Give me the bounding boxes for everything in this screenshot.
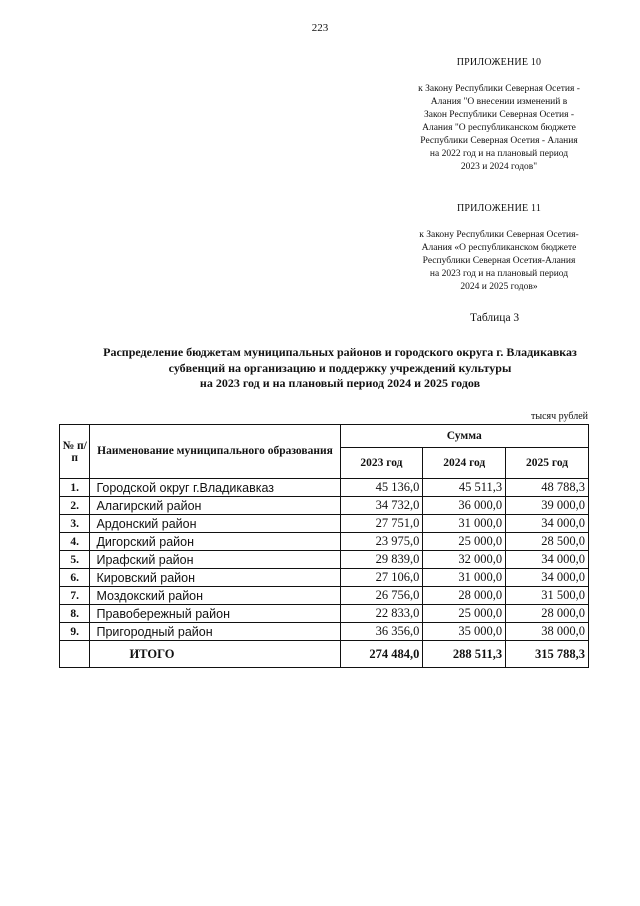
row-number: 4. bbox=[60, 533, 90, 551]
amount-cell: 34 732,0 bbox=[340, 497, 423, 515]
header-sum: Сумма bbox=[340, 425, 588, 448]
amount-cell: 27 106,0 bbox=[340, 569, 423, 587]
municipality-name: Дигорский район bbox=[90, 533, 340, 551]
appendix-10-line: 2023 и 2024 годов" bbox=[460, 162, 538, 172]
row-number: 8. bbox=[60, 605, 90, 623]
municipality-name: Моздокский район bbox=[90, 587, 340, 605]
amount-cell: 25 000,0 bbox=[423, 533, 506, 551]
amount-cell: 28 000,0 bbox=[506, 605, 589, 623]
amount-cell: 25 000,0 bbox=[423, 605, 506, 623]
document-title bbox=[60, 345, 620, 392]
amount-cell: 39 000,0 bbox=[506, 497, 589, 515]
title-line: на 2023 год и на плановый период 2024 и 2025 годов bbox=[199, 376, 481, 390]
row-number: 6. bbox=[60, 569, 90, 587]
table-row bbox=[60, 479, 589, 497]
table-label: Таблица 3 bbox=[470, 312, 520, 324]
total-amount: 288 511,3 bbox=[423, 641, 506, 668]
table-row bbox=[60, 551, 589, 569]
amount-cell: 29 839,0 bbox=[340, 551, 423, 569]
amount-cell: 34 000,0 bbox=[506, 551, 589, 569]
appendix-10-heading: ПРИЛОЖЕНИЕ 10 bbox=[456, 57, 542, 68]
amount-cell: 38 000,0 bbox=[506, 623, 589, 641]
municipality-name: Алагирский район bbox=[90, 497, 340, 515]
appendix-10-block bbox=[404, 56, 594, 174]
table-row bbox=[60, 569, 589, 587]
table-row bbox=[60, 533, 589, 551]
appendix-10-line: Алания "О внесении изменений в bbox=[430, 97, 568, 107]
header-year-2025: 2025 год bbox=[506, 448, 589, 479]
amount-cell: 31 000,0 bbox=[423, 569, 506, 587]
row-number: 2. bbox=[60, 497, 90, 515]
amount-cell: 45 511,3 bbox=[423, 479, 506, 497]
table-row bbox=[60, 497, 589, 515]
municipality-name: Правобережный район bbox=[90, 605, 340, 623]
amount-cell: 45 136,0 bbox=[340, 479, 423, 497]
appendix-10-line: Республики Северная Осетия - Алания bbox=[420, 136, 578, 146]
appendix-10-text bbox=[404, 83, 594, 174]
appendix-10-line: к Закону Республики Северная Осетия - bbox=[418, 84, 580, 94]
amount-cell: 31 500,0 bbox=[506, 587, 589, 605]
municipality-name: Пригородный район bbox=[90, 623, 340, 641]
municipality-name: Ардонский район bbox=[90, 515, 340, 533]
total-row bbox=[60, 641, 589, 668]
distribution-table bbox=[59, 424, 589, 668]
total-amount: 315 788,3 bbox=[506, 641, 589, 668]
row-number: 9. bbox=[60, 623, 90, 641]
row-number: 5. bbox=[60, 551, 90, 569]
appendix-10-line: Закон Республики Северная Осетия - bbox=[423, 110, 574, 120]
total-amount: 274 484,0 bbox=[340, 641, 423, 668]
municipality-name: Ирафский район bbox=[90, 551, 340, 569]
municipality-name: Кировский район bbox=[90, 569, 340, 587]
appendix-11-text bbox=[404, 229, 594, 294]
table-row bbox=[60, 587, 589, 605]
header-num: № п/п bbox=[60, 425, 90, 479]
appendix-11-line: к Закону Республики Северная Осетия- bbox=[419, 230, 579, 240]
amount-cell: 48 788,3 bbox=[506, 479, 589, 497]
table-row bbox=[60, 623, 589, 641]
row-number: 1. bbox=[60, 479, 90, 497]
appendix-10-line: на 2022 год и на плановый период bbox=[429, 149, 569, 159]
amount-cell: 22 833,0 bbox=[340, 605, 423, 623]
total-label: ИТОГО bbox=[90, 641, 340, 668]
page-number: 223 bbox=[311, 22, 329, 34]
title-line: Распределение бюджетам муниципальных районов и городского округа г. Владикавказ bbox=[103, 345, 577, 359]
appendix-11-line: Алания «О республиканском бюджете bbox=[421, 243, 577, 253]
header-year-2024: 2024 год bbox=[423, 448, 506, 479]
title-line: субвенций на организацию и поддержку учреждений культуры bbox=[168, 360, 512, 375]
amount-cell: 28 500,0 bbox=[506, 533, 589, 551]
appendix-11-line: на 2023 год и на плановый период bbox=[429, 269, 569, 279]
amount-cell: 31 000,0 bbox=[423, 515, 506, 533]
row-number: 7. bbox=[60, 587, 90, 605]
units-label: тысяч рублей bbox=[530, 411, 588, 422]
appendix-10-line: Алания "О республиканском бюджете bbox=[422, 123, 576, 133]
appendix-11-line: 2024 и 2025 годов» bbox=[460, 282, 538, 292]
appendix-11-heading: ПРИЛОЖЕНИЕ 11 bbox=[456, 203, 542, 214]
amount-cell: 35 000,0 bbox=[423, 623, 506, 641]
amount-cell: 26 756,0 bbox=[340, 587, 423, 605]
row-number: 3. bbox=[60, 515, 90, 533]
header-year-2023: 2023 год bbox=[340, 448, 423, 479]
amount-cell: 34 000,0 bbox=[506, 569, 589, 587]
amount-cell: 36 000,0 bbox=[423, 497, 506, 515]
appendix-11-block bbox=[404, 202, 594, 294]
amount-cell: 36 356,0 bbox=[340, 623, 423, 641]
total-num-empty bbox=[60, 641, 90, 668]
amount-cell: 27 751,0 bbox=[340, 515, 423, 533]
appendix-11-line: Республики Северная Осетия-Алания bbox=[422, 256, 576, 266]
header-name: Наименование муниципального образования bbox=[90, 425, 340, 479]
amount-cell: 23 975,0 bbox=[340, 533, 423, 551]
table-row bbox=[60, 515, 589, 533]
amount-cell: 34 000,0 bbox=[506, 515, 589, 533]
amount-cell: 32 000,0 bbox=[423, 551, 506, 569]
municipality-name: Городской округ г.Владикавказ bbox=[90, 479, 340, 497]
amount-cell: 28 000,0 bbox=[423, 587, 506, 605]
table-row bbox=[60, 605, 589, 623]
